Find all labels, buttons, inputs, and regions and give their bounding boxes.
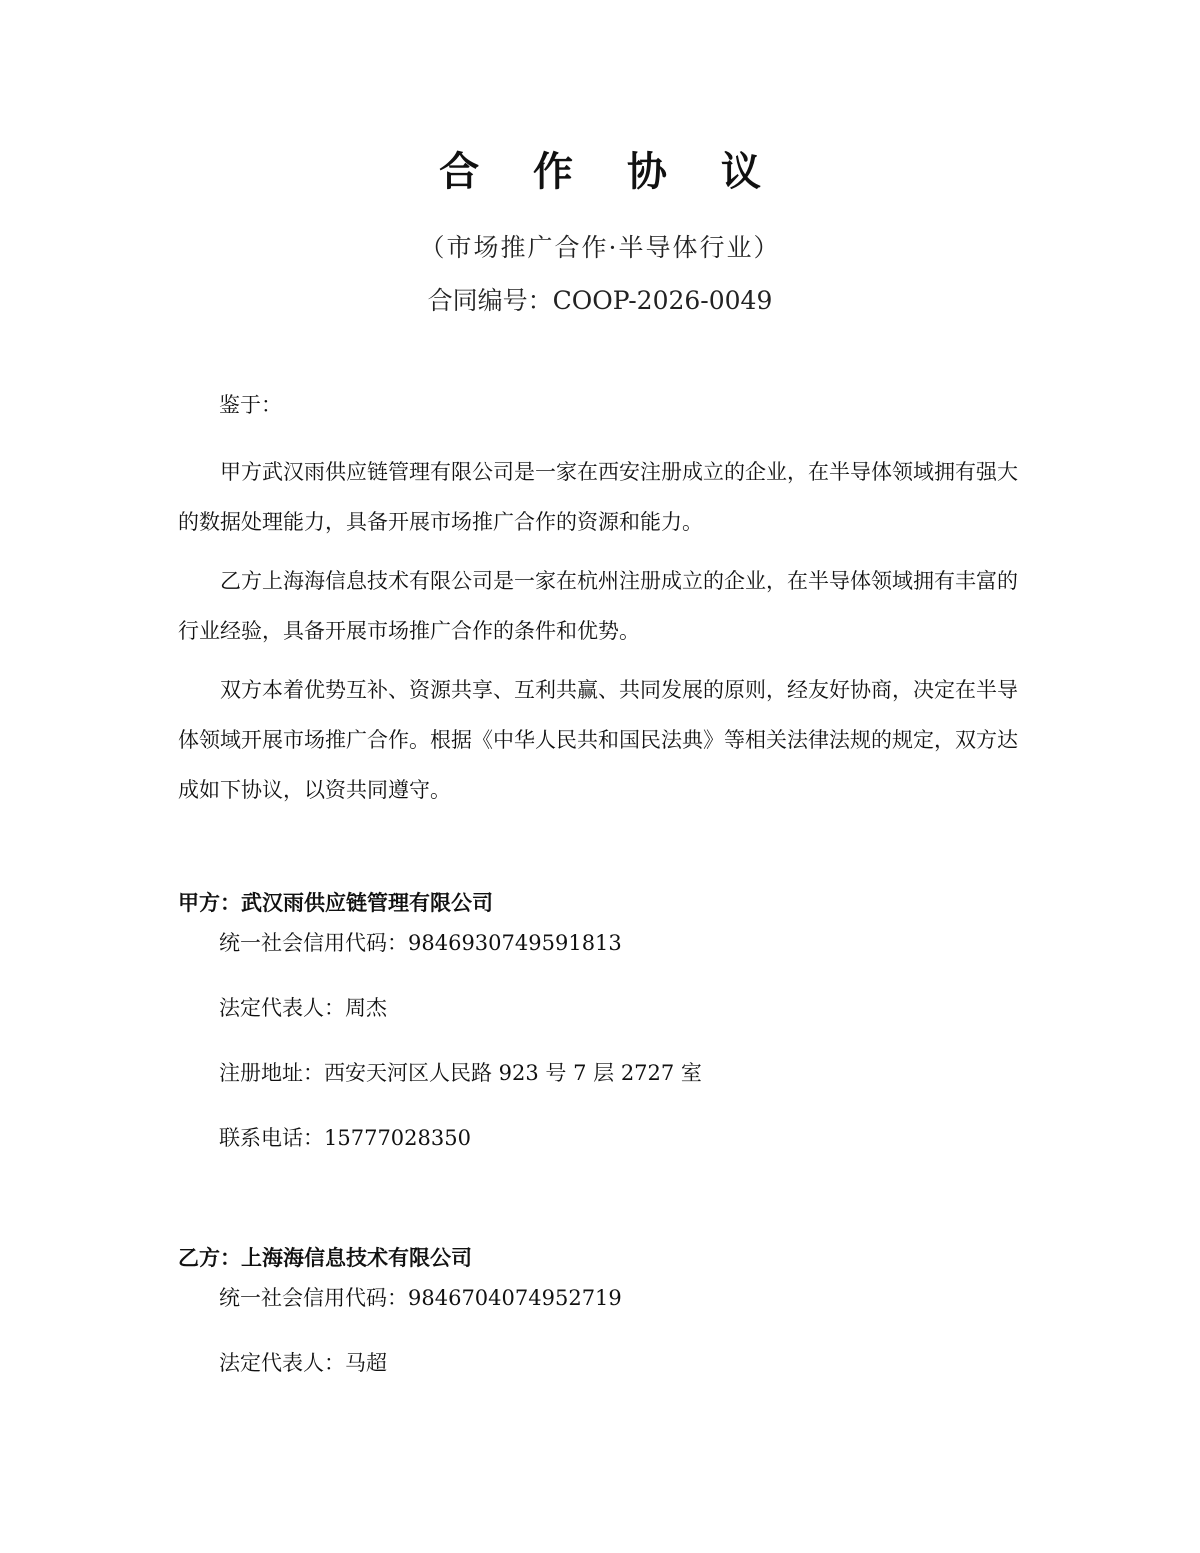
party-a-legal-rep: 法定代表人：周杰 (219, 996, 387, 1020)
contract-number: 合同编号：COOP-2026-0049 (427, 286, 773, 315)
whereas-label: 鉴于： (219, 393, 282, 417)
party-b-legal-rep: 法定代表人：马超 (219, 1351, 387, 1375)
party-b-credit-code: 统一社会信用代码：9846704074952719 (219, 1286, 622, 1310)
paragraph-party-b-intro: 乙方上海海信息技术有限公司是一家在杭州注册成立的企业，在半导体领域拥有丰富的行业经验，具备开展市场推广合作的条件和优势。 (178, 569, 1018, 643)
paragraph-agreement-basis: 双方本着优势互补、资源共享、互利共赢、共同发展的原则，经友好协商，决定在半导体领域开展市场推广合作。根据《中华人民共和国民法典》等相关法律法规的规定，双方达成如下协议，以资共同遵守。 (178, 678, 1018, 802)
party-a-credit-code: 统一社会信用代码：9846930749591813 (219, 931, 622, 955)
party-a-address: 注册地址：西安天河区人民路 923 号 7 层 2727 室 (219, 1061, 702, 1085)
party-b-heading: 乙方：上海海信息技术有限公司 (178, 1246, 472, 1270)
document-title: 合 作 协 议 (439, 149, 781, 195)
paragraph-party-a-intro: 甲方武汉雨供应链管理有限公司是一家在西安注册成立的企业，在半导体领域拥有强大的数据处理能力，具备开展市场推广合作的资源和能力。 (178, 460, 1018, 534)
document-subtitle: （市场推广合作·半导体行业） (419, 233, 781, 262)
party-a-phone: 联系电话：15777028350 (219, 1126, 471, 1150)
party-a-heading: 甲方：武汉雨供应链管理有限公司 (178, 891, 493, 915)
